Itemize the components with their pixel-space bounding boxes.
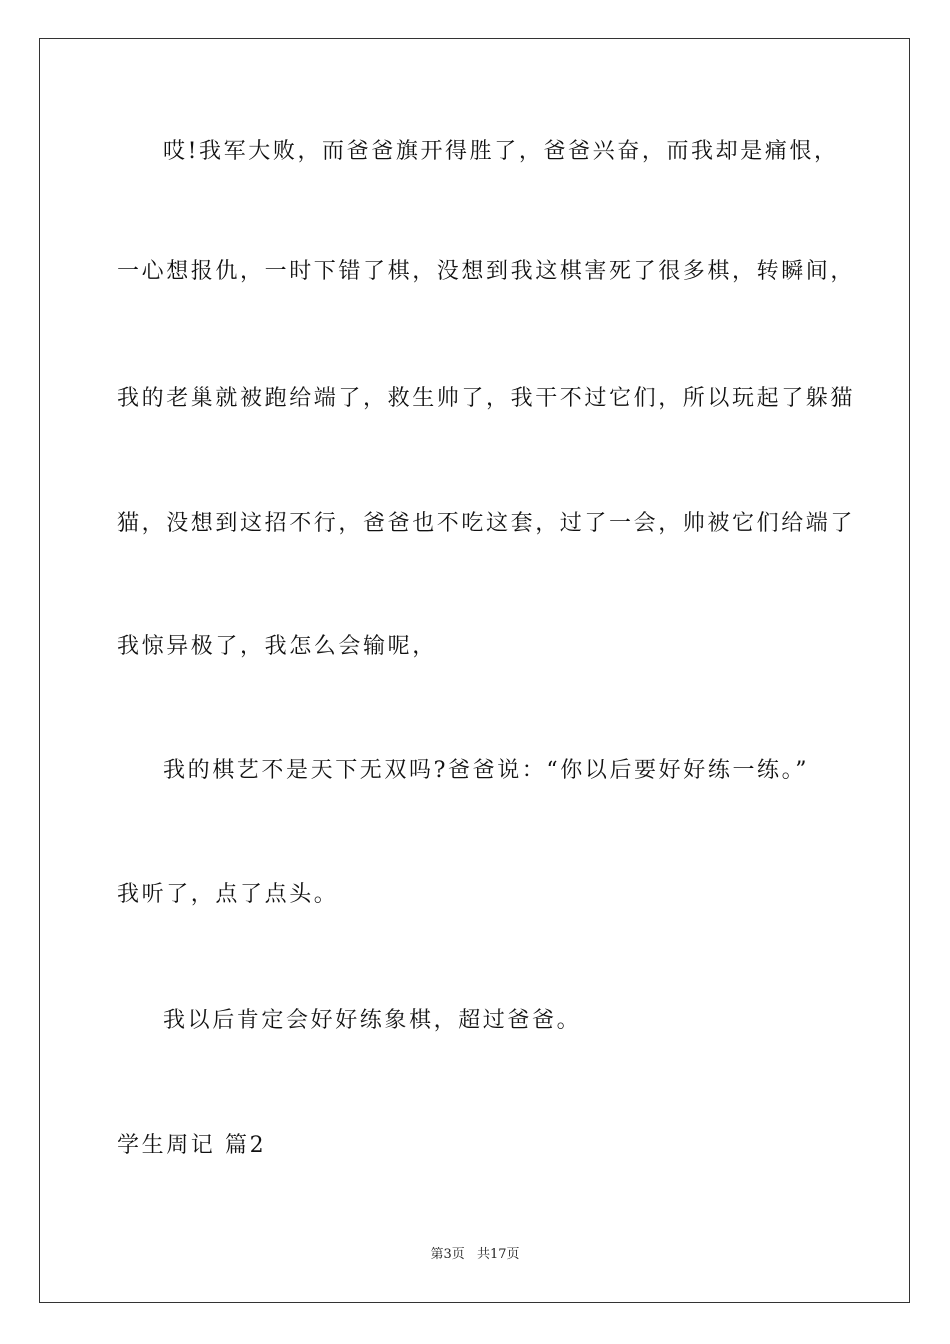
paragraph-line-8: 我以后肯定会好好练象棋，超过爸爸。 [163,1008,582,1033]
page-total: 共17页 [476,1247,520,1262]
page-footer [0,1246,950,1264]
section-heading: 学生周记 篇2 [117,1133,267,1158]
paragraph-line-3: 我的老巢就被跑给端了，救生帅了，我干不过它们，所以玩起了躲猫 [117,386,856,411]
page-border [39,38,910,1303]
paragraph-line-2: 一心想报仇，一时下错了棋，没想到我这棋害死了很多棋，转瞬间， [117,259,856,284]
paragraph-line-1: 哎!我军大败，而爸爸旗开得胜了，爸爸兴奋，而我却是痛恨， [163,139,839,164]
paragraph-line-7: 我听了，点了点头。 [117,882,339,907]
paragraph-line-4: 猫，没想到这招不行，爸爸也不吃这套，过了一会，帅被它们给端了 [117,511,856,536]
paragraph-line-5: 我惊异极了，我怎么会输呢， [117,634,437,659]
paragraph-line-6: 我的棋艺不是天下无双吗?爸爸说：“你以后要好好练一练。” [163,758,810,783]
page-number: 第3页 [430,1247,465,1262]
